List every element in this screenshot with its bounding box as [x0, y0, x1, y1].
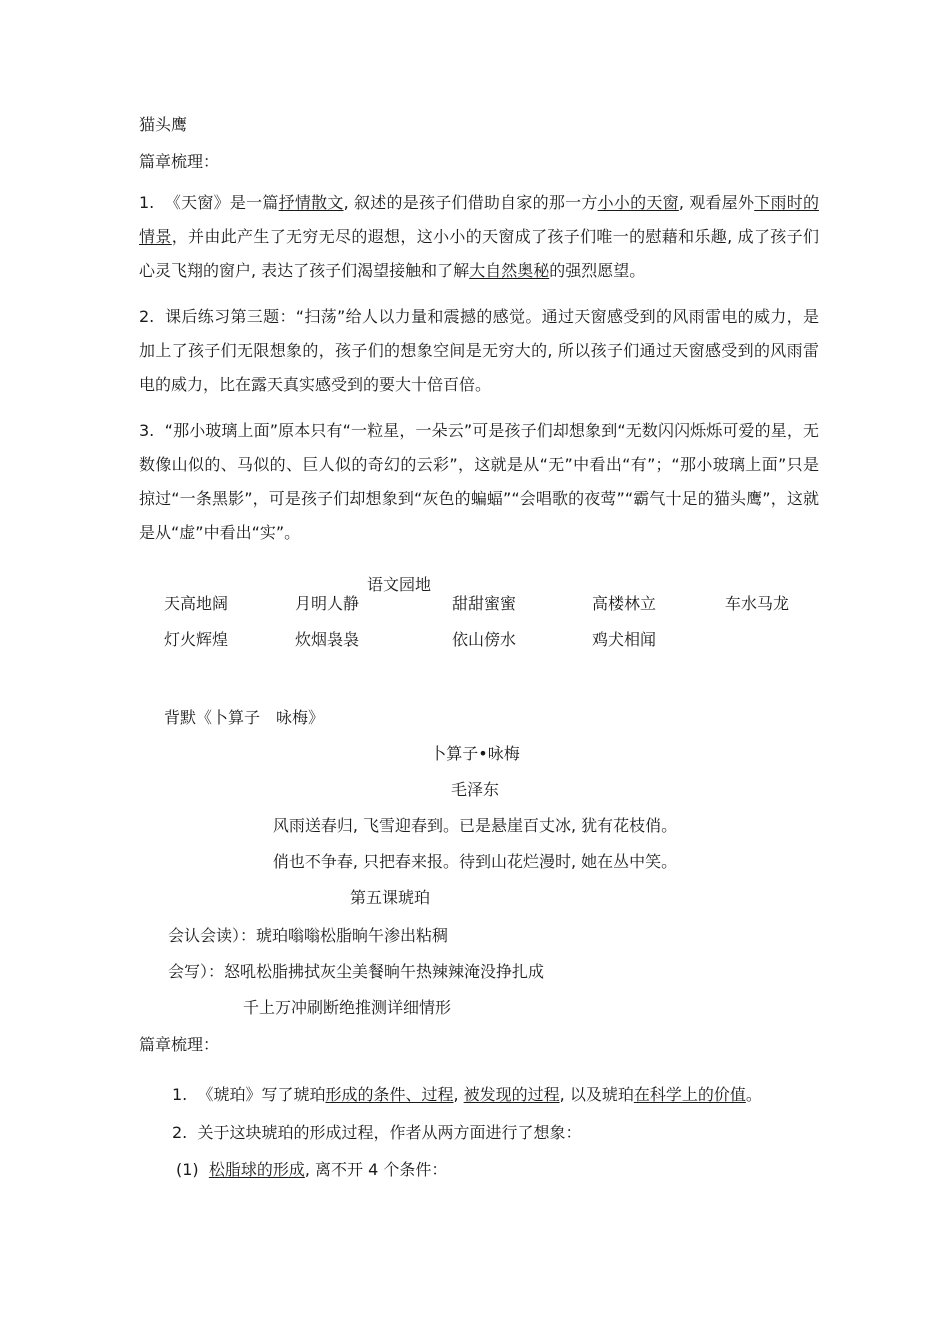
- paragraph-text: , 离不开 4 个条件：: [304, 1160, 448, 1179]
- paragraph-2: [139, 300, 819, 402]
- underlined-term: 在科学上的价值: [633, 1085, 746, 1104]
- idiom: 依山傍水: [452, 630, 517, 649]
- paragraph-3: [139, 414, 819, 550]
- idiom: 鸡犬相闻: [592, 630, 657, 649]
- paragraph-text: 课后练习第三题：“扫荡”给人以力量和震撼的感觉。通过天窗感受到的风雨雷电的威力，是加上了孩子们无限想象的，孩子们的想象空间是无穷大的, 所以孩子们通过天窗感受到的风雨雷电的威力，比在露天真实感受到的要大十倍百倍。: [139, 307, 819, 394]
- underlined-term: 被发现的过程: [463, 1085, 560, 1104]
- paragraph-text: 。: [745, 1085, 762, 1104]
- paragraph-text: ,: [453, 1085, 464, 1104]
- list-number: 1.: [172, 1085, 188, 1104]
- section-title-owl: 猫头鹰: [139, 115, 188, 134]
- paragraph-text: “那小玻璃上面”原本只有“一粒星，一朵云”可是孩子们却想象到“无数闪闪烁烁可爱的星，无数像山似的、马似的、巨人似的奇幻的云彩”，这就是从“无”中看出“有”；“那小玻璃上面”只是掠过“一条黑影”，可是孩子们却想象到“灰色的蝙蝠”“会唱歌的夜莺”“霸气十足的猫头鹰”，这就是从“虚”中看出“实”。: [139, 421, 819, 542]
- poem-title: 卜算子•咏梅: [430, 744, 520, 763]
- paragraph-text: 《琥珀》写了琥珀: [197, 1085, 326, 1104]
- paragraph-text: 《天窗》是一篇: [164, 193, 279, 212]
- paragraph-text: ，并由此产生了无穷无尽的遐想，这小小的天窗成了孩子们唯一的慰藉和乐趣, 成了孩子们心灵飞翔的窗户, 表达了孩子们渴望接触和了解: [139, 227, 819, 280]
- paragraph-text: , 以及琥珀: [559, 1085, 634, 1104]
- poem-author: 毛泽东: [450, 780, 499, 799]
- underlined-term: 抒情散文: [278, 193, 344, 212]
- list-number: 2.: [172, 1123, 188, 1142]
- list-number: 3.: [139, 421, 155, 440]
- idiom: 炊烟袅袅: [295, 630, 360, 649]
- idiom: 甜甜蜜蜜: [452, 594, 517, 613]
- idiom: 车水马龙: [725, 594, 790, 613]
- paragraph-1: [139, 186, 819, 288]
- idiom: 灯火辉煌: [164, 630, 229, 649]
- paragraph-text: 的强烈愿望。: [549, 261, 646, 280]
- amber-point-1: [172, 1085, 762, 1105]
- garden-title: 语文园地: [367, 575, 432, 594]
- underlined-term: 形成的条件、过程: [325, 1085, 454, 1104]
- recite-label: 背默《卜算子 咏梅》: [164, 708, 325, 727]
- list-number: (1): [176, 1160, 199, 1179]
- poem-line: 风雨送春归, 飞雪迎春到。已是悬崖百丈冰, 犹有花枝俏。: [272, 816, 678, 835]
- underlined-term: 小小的天窗: [597, 193, 679, 212]
- idiom: 月明人静: [295, 594, 360, 613]
- amber-point-2: [172, 1123, 581, 1143]
- recognize-words: 会认会读）：琥珀嗡嗡松脂晌午渗出粘稠: [168, 926, 449, 945]
- idiom: 高楼林立: [592, 594, 657, 613]
- underlined-term: 大自然奥秘: [469, 261, 550, 280]
- paragraph-text: , 观看屋外: [678, 193, 755, 212]
- write-words-continued: 千上万冲刷断绝推测详细情形: [243, 998, 452, 1017]
- lesson-title: 第五课琥珀: [350, 888, 431, 907]
- idiom: 天高地阔: [164, 594, 229, 613]
- write-words: 会写）：怒吼松脂拂拭灰尘美餐晌午热辣辣淹没挣扎成: [168, 962, 545, 981]
- paragraph-text: 关于这块琥珀的形成过程，作者从两方面进行了想象：: [197, 1123, 582, 1142]
- paragraph-text: , 叙述的是孩子们借助自家的那一方: [343, 193, 598, 212]
- poem-line: 俏也不争春, 只把春来报。待到山花烂漫时, 她在丛中笑。: [272, 852, 678, 871]
- outline-heading: 篇章梳理：: [139, 152, 220, 171]
- list-number: 1.: [139, 193, 155, 212]
- outline-heading: 篇章梳理：: [139, 1035, 220, 1054]
- underlined-term: 松脂球的形成: [208, 1160, 305, 1179]
- list-number: 2.: [139, 307, 155, 326]
- amber-subpoint-1: [176, 1160, 447, 1180]
- underlined-term: 下雨时的情景: [139, 193, 819, 246]
